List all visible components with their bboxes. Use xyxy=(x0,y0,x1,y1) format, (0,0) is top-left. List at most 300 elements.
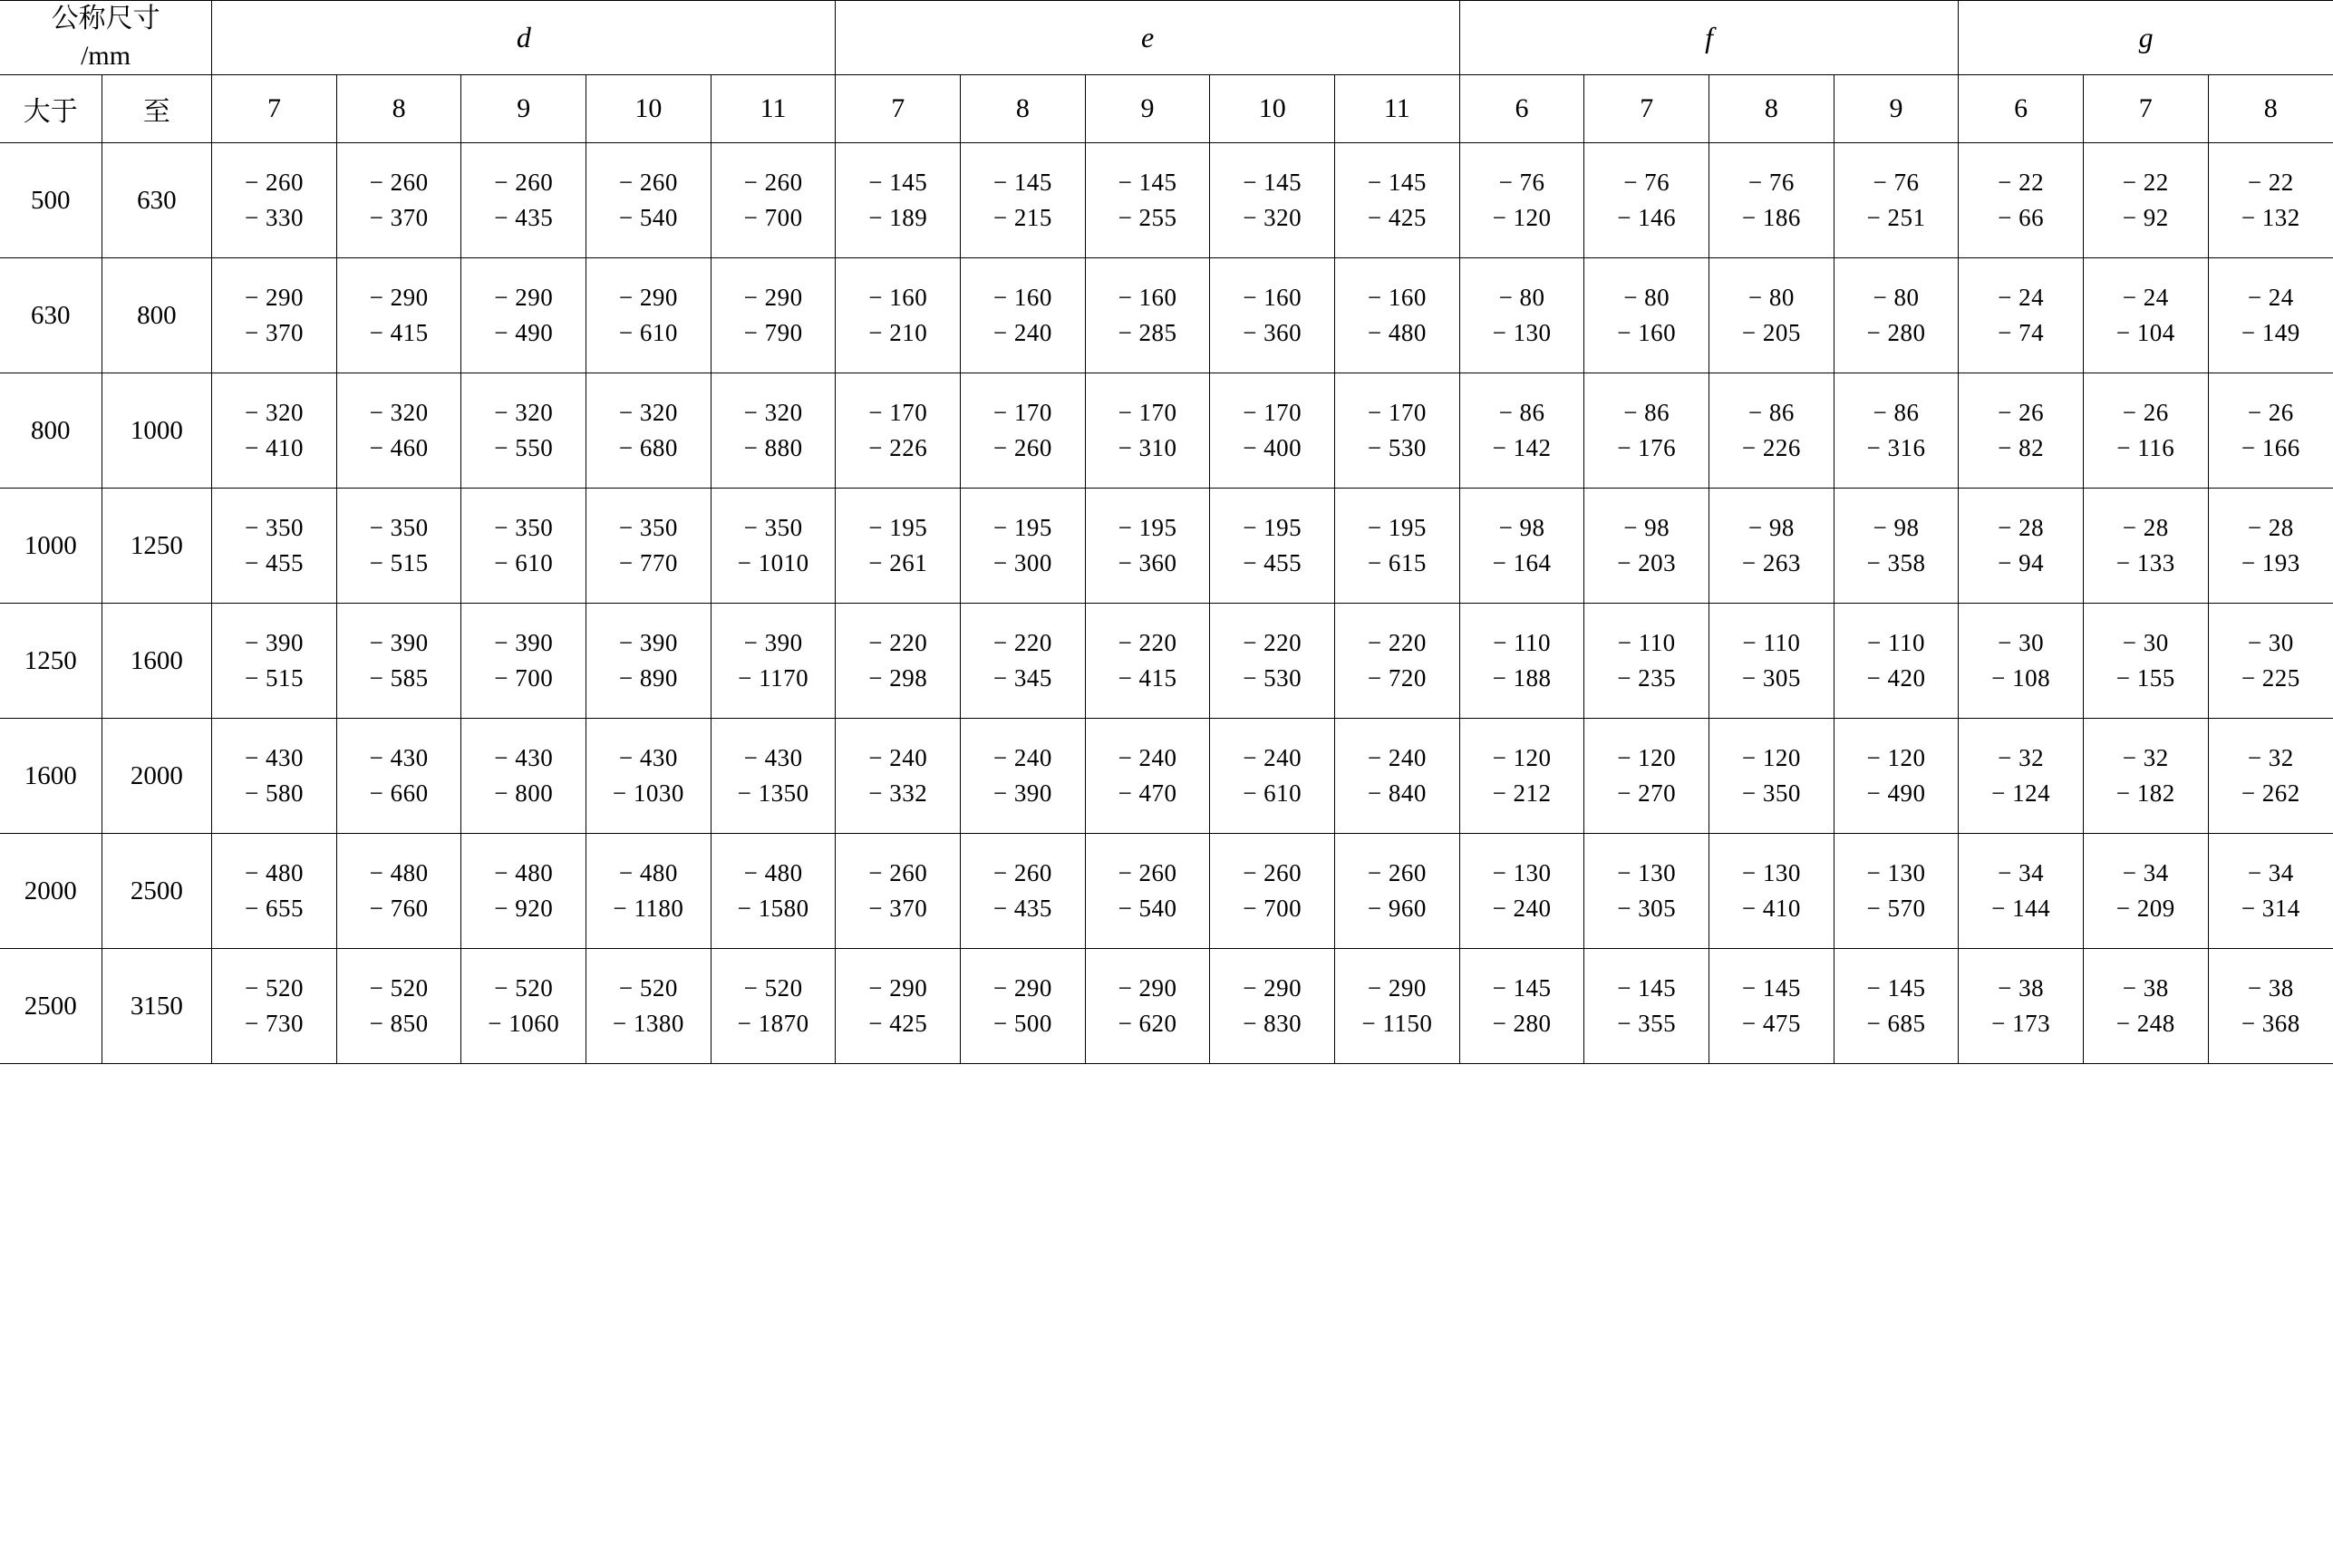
upper-deviation: − 350 xyxy=(494,513,554,541)
lower-deviation: − 620 xyxy=(1118,1010,1177,1037)
deviation-cell xyxy=(1834,143,1959,258)
range-to: 2000 xyxy=(102,719,212,834)
upper-deviation: − 120 xyxy=(1617,743,1677,771)
lower-deviation: − 1350 xyxy=(737,779,809,807)
lower-deviation: − 182 xyxy=(2115,779,2175,807)
lower-deviation: − 360 xyxy=(1118,549,1177,576)
lower-deviation: − 1030 xyxy=(612,779,684,807)
deviation-cell xyxy=(2083,604,2208,719)
lower-deviation: − 94 xyxy=(1998,549,2045,576)
upper-deviation: − 240 xyxy=(1243,743,1302,771)
lower-deviation: − 320 xyxy=(1243,204,1302,231)
deviation-cell xyxy=(961,489,1086,604)
lower-deviation: − 260 xyxy=(992,434,1052,461)
upper-deviation: − 76 xyxy=(1747,168,1795,196)
nominal-size-header xyxy=(0,1,212,75)
deviation-cell xyxy=(1834,949,1959,1064)
upper-deviation: − 145 xyxy=(1118,168,1177,196)
lower-deviation: − 720 xyxy=(1367,664,1427,692)
deviation-cell xyxy=(212,949,337,1064)
range-to: 2500 xyxy=(102,834,212,949)
lower-deviation: − 410 xyxy=(1741,895,1801,922)
deviation-cell xyxy=(1210,949,1335,1064)
lower-deviation: − 116 xyxy=(2116,434,2175,461)
upper-deviation: − 430 xyxy=(369,743,429,771)
deviation-cell xyxy=(212,834,337,949)
upper-deviation: − 290 xyxy=(1118,973,1177,1002)
deviation-cell xyxy=(586,143,712,258)
deviation-cell xyxy=(461,834,586,949)
upper-deviation: − 145 xyxy=(1617,973,1677,1002)
deviation-cell xyxy=(1085,258,1210,373)
lower-deviation: − 176 xyxy=(1617,434,1677,461)
lower-deviation: − 490 xyxy=(494,319,554,346)
lower-deviation: − 415 xyxy=(369,319,429,346)
deviation-cell xyxy=(836,834,961,949)
lower-deviation: − 700 xyxy=(743,204,803,231)
lower-deviation: − 770 xyxy=(618,549,678,576)
lower-deviation: − 280 xyxy=(1492,1010,1552,1037)
upper-deviation: − 32 xyxy=(2247,743,2294,771)
deviation-cell xyxy=(2208,258,2333,373)
lower-deviation: − 261 xyxy=(868,549,928,576)
upper-deviation: − 320 xyxy=(369,398,429,426)
upper-deviation: − 22 xyxy=(1998,168,2045,196)
grade-g-7: 7 xyxy=(2083,75,2208,143)
deviation-cell xyxy=(836,604,961,719)
upper-deviation: − 480 xyxy=(369,858,429,886)
lower-deviation: − 262 xyxy=(2241,779,2300,807)
lower-deviation: − 305 xyxy=(1741,664,1801,692)
lower-deviation: − 1150 xyxy=(1361,1010,1433,1037)
upper-deviation: − 160 xyxy=(992,283,1052,311)
grade-g-8: 8 xyxy=(2208,75,2333,143)
lower-deviation: − 240 xyxy=(1492,895,1552,922)
upper-deviation: − 80 xyxy=(1747,283,1795,311)
deviation-cell xyxy=(961,604,1086,719)
lower-deviation: − 368 xyxy=(2241,1010,2300,1037)
upper-deviation: − 34 xyxy=(2122,858,2169,886)
grade-e-7: 7 xyxy=(836,75,961,143)
lower-deviation: − 215 xyxy=(992,204,1052,231)
lower-deviation: − 240 xyxy=(992,319,1052,346)
grade-d-9: 9 xyxy=(461,75,586,143)
lower-deviation: − 540 xyxy=(1118,895,1177,922)
upper-deviation: − 195 xyxy=(1118,513,1177,541)
lower-deviation: − 164 xyxy=(1492,549,1552,576)
upper-deviation: − 145 xyxy=(1243,168,1302,196)
lower-deviation: − 108 xyxy=(1991,664,2051,692)
upper-deviation: − 130 xyxy=(1741,858,1801,886)
lower-deviation: − 390 xyxy=(992,779,1052,807)
upper-deviation: − 430 xyxy=(494,743,554,771)
deviation-cell xyxy=(461,489,586,604)
deviation-cell xyxy=(1459,373,1584,489)
lower-deviation: − 248 xyxy=(2115,1010,2175,1037)
upper-deviation: − 480 xyxy=(743,858,803,886)
upper-deviation: − 80 xyxy=(1873,283,1920,311)
lower-deviation: − 235 xyxy=(1617,664,1677,692)
deviation-cell xyxy=(1584,604,1709,719)
lower-deviation: − 500 xyxy=(992,1010,1052,1037)
upper-deviation: − 170 xyxy=(992,398,1052,426)
upper-deviation: − 170 xyxy=(1367,398,1427,426)
grade-f-6: 6 xyxy=(1459,75,1584,143)
grade-f-8: 8 xyxy=(1709,75,1834,143)
header-to: 至 xyxy=(102,75,212,143)
upper-deviation: − 28 xyxy=(2122,513,2169,541)
upper-deviation: − 86 xyxy=(1498,398,1545,426)
deviation-cell xyxy=(2083,143,2208,258)
upper-deviation: − 350 xyxy=(369,513,429,541)
deviation-cell xyxy=(336,489,461,604)
deviation-cell xyxy=(461,719,586,834)
header-from: 大于 xyxy=(0,75,102,143)
upper-deviation: − 390 xyxy=(245,628,304,656)
lower-deviation: − 186 xyxy=(1741,204,1801,231)
lower-deviation: − 300 xyxy=(992,549,1052,576)
lower-deviation: − 350 xyxy=(1741,779,1801,807)
deviation-cell xyxy=(1709,258,1834,373)
deviation-cell xyxy=(1584,143,1709,258)
upper-deviation: − 430 xyxy=(743,743,803,771)
upper-deviation: − 22 xyxy=(2247,168,2294,196)
deviation-cell xyxy=(1335,834,1460,949)
upper-deviation: − 110 xyxy=(1742,628,1801,656)
upper-deviation: − 160 xyxy=(1367,283,1427,311)
lower-deviation: − 475 xyxy=(1741,1010,1801,1037)
upper-deviation: − 240 xyxy=(1367,743,1427,771)
lower-deviation: − 490 xyxy=(1866,779,1926,807)
upper-deviation: − 390 xyxy=(494,628,554,656)
lower-deviation: − 104 xyxy=(2115,319,2175,346)
upper-deviation: − 130 xyxy=(1866,858,1926,886)
upper-deviation: − 350 xyxy=(245,513,304,541)
upper-deviation: − 520 xyxy=(245,973,304,1002)
grade-f-7: 7 xyxy=(1584,75,1709,143)
deviation-cell xyxy=(1459,834,1584,949)
deviation-cell xyxy=(1085,949,1210,1064)
range-from: 1250 xyxy=(0,604,102,719)
lower-deviation: − 370 xyxy=(245,319,304,346)
table-row xyxy=(0,258,2333,373)
lower-deviation: − 480 xyxy=(1367,319,1427,346)
upper-deviation: − 26 xyxy=(2247,398,2294,426)
deviation-cell xyxy=(2083,949,2208,1064)
upper-deviation: − 98 xyxy=(1498,513,1545,541)
upper-deviation: − 220 xyxy=(992,628,1052,656)
lower-deviation: − 920 xyxy=(494,895,554,922)
upper-deviation: − 145 xyxy=(1866,973,1926,1002)
deviation-cell xyxy=(1210,604,1335,719)
deviation-cell xyxy=(1709,604,1834,719)
deviation-cell xyxy=(1210,719,1335,834)
upper-deviation: − 520 xyxy=(369,973,429,1002)
deviation-cell xyxy=(586,834,712,949)
upper-deviation: − 390 xyxy=(369,628,429,656)
upper-deviation: − 34 xyxy=(2247,858,2294,886)
upper-deviation: − 520 xyxy=(618,973,678,1002)
upper-deviation: − 24 xyxy=(2122,283,2169,311)
deviation-cell xyxy=(1709,489,1834,604)
deviation-cell xyxy=(336,949,461,1064)
lower-deviation: − 285 xyxy=(1118,319,1177,346)
lower-deviation: − 410 xyxy=(245,434,304,461)
deviation-cell xyxy=(836,489,961,604)
header-row-grades xyxy=(0,75,2333,143)
lower-deviation: − 1580 xyxy=(737,895,809,922)
deviation-cell xyxy=(1834,489,1959,604)
upper-deviation: − 350 xyxy=(743,513,803,541)
lower-deviation: − 515 xyxy=(245,664,304,692)
upper-deviation: − 80 xyxy=(1498,283,1545,311)
lower-deviation: − 530 xyxy=(1243,664,1302,692)
deviation-cell xyxy=(1459,258,1584,373)
deviation-cell xyxy=(1335,949,1460,1064)
deviation-cell xyxy=(1584,949,1709,1064)
range-to: 800 xyxy=(102,258,212,373)
deviation-cell xyxy=(1959,834,2084,949)
deviation-cell xyxy=(1584,258,1709,373)
upper-deviation: − 480 xyxy=(494,858,554,886)
header-row-groups xyxy=(0,1,2333,75)
deviation-cell xyxy=(336,258,461,373)
grade-d-8: 8 xyxy=(336,75,461,143)
lower-deviation: − 345 xyxy=(992,664,1052,692)
group-header-d: d xyxy=(212,1,836,75)
deviation-cell xyxy=(1709,949,1834,1064)
lower-deviation: − 203 xyxy=(1617,549,1677,576)
deviation-cell xyxy=(212,604,337,719)
deviation-cell xyxy=(586,719,712,834)
lower-deviation: − 142 xyxy=(1492,434,1552,461)
deviation-cell xyxy=(1959,373,2084,489)
lower-deviation: − 415 xyxy=(1118,664,1177,692)
deviation-cell xyxy=(1959,719,2084,834)
deviation-cell xyxy=(336,373,461,489)
lower-deviation: − 850 xyxy=(369,1010,429,1037)
upper-deviation: − 120 xyxy=(1492,743,1552,771)
upper-deviation: − 110 xyxy=(1617,628,1676,656)
upper-deviation: − 32 xyxy=(2122,743,2169,771)
upper-deviation: − 290 xyxy=(369,283,429,311)
table-row xyxy=(0,143,2333,258)
lower-deviation: − 133 xyxy=(2115,549,2175,576)
range-to: 3150 xyxy=(102,949,212,1064)
deviation-cell xyxy=(2208,949,2333,1064)
upper-deviation: − 145 xyxy=(1492,973,1552,1002)
lower-deviation: − 760 xyxy=(369,895,429,922)
lower-deviation: − 840 xyxy=(1367,779,1427,807)
lower-deviation: − 1380 xyxy=(612,1010,684,1037)
upper-deviation: − 76 xyxy=(1873,168,1920,196)
grade-e-8: 8 xyxy=(961,75,1086,143)
range-to: 630 xyxy=(102,143,212,258)
lower-deviation: − 1180 xyxy=(613,895,684,922)
lower-deviation: − 210 xyxy=(868,319,928,346)
deviation-cell xyxy=(1210,373,1335,489)
upper-deviation: − 145 xyxy=(1741,973,1801,1002)
upper-deviation: − 430 xyxy=(618,743,678,771)
upper-deviation: − 26 xyxy=(1998,398,2045,426)
range-from: 500 xyxy=(0,143,102,258)
deviation-cell xyxy=(711,719,836,834)
deviation-cell xyxy=(1335,719,1460,834)
upper-deviation: − 86 xyxy=(1623,398,1670,426)
lower-deviation: − 189 xyxy=(868,204,928,231)
upper-deviation: − 76 xyxy=(1498,168,1545,196)
lower-deviation: − 124 xyxy=(1991,779,2051,807)
lower-deviation: − 370 xyxy=(868,895,928,922)
deviation-cell xyxy=(2208,604,2333,719)
upper-deviation: − 430 xyxy=(245,743,304,771)
upper-deviation: − 480 xyxy=(245,858,304,886)
upper-deviation: − 160 xyxy=(1243,283,1302,311)
deviation-cell xyxy=(1959,604,2084,719)
lower-deviation: − 435 xyxy=(494,204,554,231)
lower-deviation: − 1170 xyxy=(738,664,809,692)
lower-deviation: − 226 xyxy=(868,434,928,461)
upper-deviation: − 390 xyxy=(618,628,678,656)
upper-deviation: − 34 xyxy=(1998,858,2045,886)
grade-f-9: 9 xyxy=(1834,75,1959,143)
upper-deviation: − 320 xyxy=(743,398,803,426)
upper-deviation: − 160 xyxy=(868,283,928,311)
upper-deviation: − 240 xyxy=(992,743,1052,771)
lower-deviation: − 700 xyxy=(494,664,554,692)
upper-deviation: − 145 xyxy=(1367,168,1427,196)
deviation-cell xyxy=(1335,604,1460,719)
lower-deviation: − 330 xyxy=(245,204,304,231)
upper-deviation: − 320 xyxy=(494,398,554,426)
upper-deviation: − 290 xyxy=(618,283,678,311)
lower-deviation: − 580 xyxy=(245,779,304,807)
upper-deviation: − 110 xyxy=(1867,628,1925,656)
upper-deviation: − 145 xyxy=(992,168,1052,196)
upper-deviation: − 30 xyxy=(2247,628,2294,656)
upper-deviation: − 260 xyxy=(992,858,1052,886)
lower-deviation: − 790 xyxy=(743,319,803,346)
deviation-cell xyxy=(461,949,586,1064)
deviation-cell xyxy=(2208,719,2333,834)
upper-deviation: − 22 xyxy=(2122,168,2169,196)
upper-deviation: − 260 xyxy=(743,168,803,196)
upper-deviation: − 260 xyxy=(868,858,928,886)
upper-deviation: − 260 xyxy=(494,168,554,196)
lower-deviation: − 615 xyxy=(1367,549,1427,576)
upper-deviation: − 98 xyxy=(1623,513,1670,541)
deviation-cell xyxy=(212,489,337,604)
lower-deviation: − 305 xyxy=(1617,895,1677,922)
lower-deviation: − 314 xyxy=(2241,895,2300,922)
lower-deviation: − 298 xyxy=(868,664,928,692)
upper-deviation: − 220 xyxy=(1243,628,1302,656)
upper-deviation: − 26 xyxy=(2122,398,2169,426)
upper-deviation: − 38 xyxy=(2122,973,2169,1002)
upper-deviation: − 520 xyxy=(743,973,803,1002)
lower-deviation: − 1010 xyxy=(737,549,809,576)
lower-deviation: − 92 xyxy=(2122,204,2169,231)
deviation-cell xyxy=(1834,834,1959,949)
deviation-cell xyxy=(1210,143,1335,258)
deviation-cell xyxy=(586,373,712,489)
table-row xyxy=(0,604,2333,719)
range-to: 1600 xyxy=(102,604,212,719)
deviation-cell xyxy=(2208,373,2333,489)
deviation-cell xyxy=(1085,373,1210,489)
lower-deviation: − 132 xyxy=(2241,204,2300,231)
upper-deviation: − 170 xyxy=(1118,398,1177,426)
lower-deviation: − 610 xyxy=(618,319,678,346)
deviation-cell xyxy=(586,258,712,373)
lower-deviation: − 193 xyxy=(2241,549,2300,576)
deviation-cell xyxy=(461,143,586,258)
lower-deviation: − 225 xyxy=(2241,664,2300,692)
deviation-cell xyxy=(212,719,337,834)
upper-deviation: − 195 xyxy=(1243,513,1302,541)
lower-deviation: − 188 xyxy=(1492,664,1552,692)
upper-deviation: − 220 xyxy=(1367,628,1427,656)
deviation-cell xyxy=(2208,143,2333,258)
deviation-cell xyxy=(2083,373,2208,489)
deviation-cell xyxy=(711,604,836,719)
lower-deviation: − 455 xyxy=(245,549,304,576)
lower-deviation: − 515 xyxy=(369,549,429,576)
lower-deviation: − 160 xyxy=(1617,319,1677,346)
lower-deviation: − 120 xyxy=(1492,204,1552,231)
lower-deviation: − 550 xyxy=(494,434,554,461)
deviation-cell xyxy=(212,143,337,258)
grade-e-10: 10 xyxy=(1210,75,1335,143)
deviation-cell xyxy=(1584,834,1709,949)
grade-d-7: 7 xyxy=(212,75,337,143)
deviation-cell xyxy=(336,719,461,834)
deviation-cell xyxy=(2083,489,2208,604)
upper-deviation: − 130 xyxy=(1492,858,1552,886)
upper-deviation: − 24 xyxy=(2247,283,2294,311)
lower-deviation: − 226 xyxy=(1741,434,1801,461)
upper-deviation: − 120 xyxy=(1741,743,1801,771)
deviation-cell xyxy=(1709,143,1834,258)
lower-deviation: − 149 xyxy=(2241,319,2300,346)
upper-deviation: − 290 xyxy=(868,973,928,1002)
deviation-cell xyxy=(461,373,586,489)
deviation-cell xyxy=(961,143,1086,258)
lower-deviation: − 166 xyxy=(2241,434,2300,461)
lower-deviation: − 1870 xyxy=(737,1010,809,1037)
lower-deviation: − 66 xyxy=(1998,204,2045,231)
deviation-cell xyxy=(336,834,461,949)
deviation-cell xyxy=(711,143,836,258)
lower-deviation: − 360 xyxy=(1243,319,1302,346)
lower-deviation: − 332 xyxy=(868,779,928,807)
lower-deviation: − 540 xyxy=(618,204,678,231)
deviation-cell xyxy=(711,949,836,1064)
upper-deviation: − 86 xyxy=(1873,398,1920,426)
deviation-cell xyxy=(836,258,961,373)
range-from: 1000 xyxy=(0,489,102,604)
lower-deviation: − 830 xyxy=(1243,1010,1302,1037)
group-header-e: e xyxy=(836,1,1459,75)
deviation-cell xyxy=(1959,949,2084,1064)
lower-deviation: − 74 xyxy=(1998,319,2045,346)
upper-deviation: − 76 xyxy=(1623,168,1670,196)
deviation-cell xyxy=(836,143,961,258)
deviation-cell xyxy=(212,373,337,489)
lower-deviation: − 155 xyxy=(2115,664,2175,692)
deviation-cell xyxy=(1584,373,1709,489)
lower-deviation: − 270 xyxy=(1617,779,1677,807)
